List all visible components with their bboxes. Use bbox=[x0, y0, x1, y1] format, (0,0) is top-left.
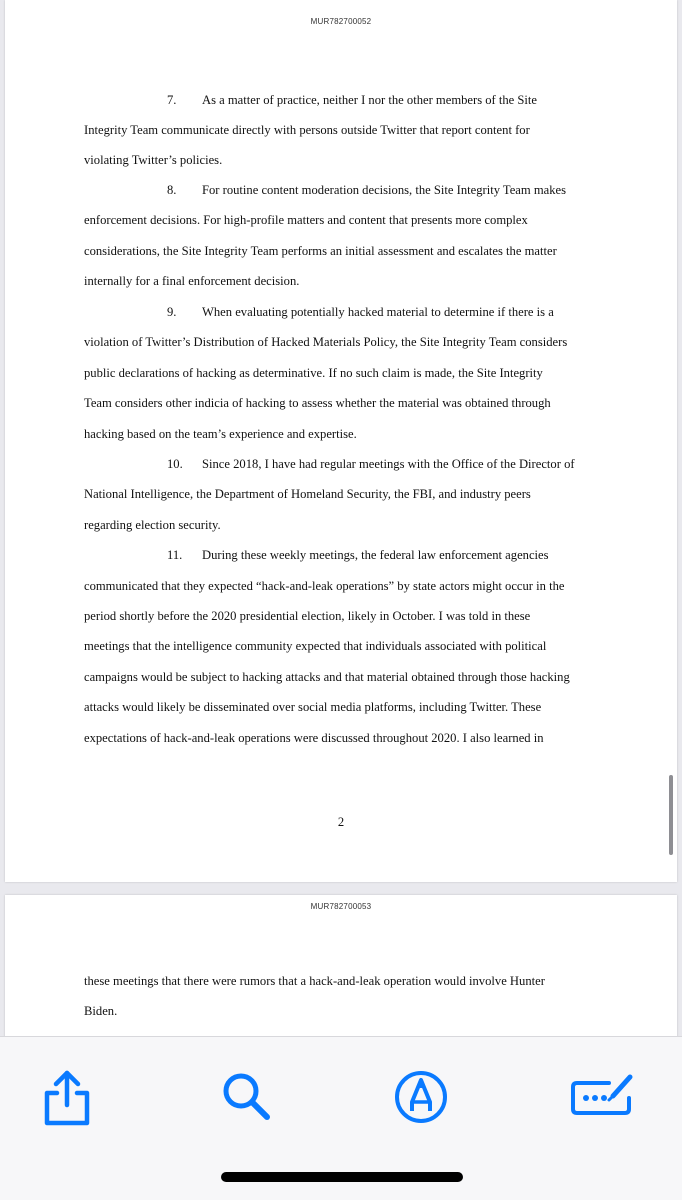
paragraph-line: campaigns would be subject to hacking attacks and that material obtained through those hacking bbox=[84, 670, 570, 684]
paragraph-line: violating Twitter’s policies. bbox=[84, 153, 223, 167]
paragraph-line: Team considers other indicia of hacking to assess whether the material was obtained through bbox=[84, 396, 551, 410]
search-button[interactable] bbox=[215, 1065, 279, 1129]
paragraph-line: attacks would likely be disseminated over social media platforms, including Twitter. These bbox=[84, 700, 542, 714]
bates-number: MUR782700052 bbox=[310, 17, 372, 26]
paragraph-line: Integrity Team communicate directly with persons outside Twitter that report content for bbox=[84, 123, 530, 137]
paragraph-line: enforcement decisions. For high-profile matters and content that presents more complex bbox=[84, 213, 528, 227]
paragraph-line: public declarations of hacking as determinative. If no such claim is made, the Site Integrity bbox=[84, 366, 543, 380]
paragraph-line: National Intelligence, the Department of Homeland Security, the FBI, and industry peers bbox=[84, 487, 531, 501]
paragraph-line: violation of Twitter’s Distribution of Hacked Materials Policy, the Site Integrity Team considers bbox=[84, 335, 568, 349]
paragraph-line: Biden. bbox=[84, 1004, 118, 1018]
paragraph-line: hacking based on the team’s experience and expertise. bbox=[84, 427, 357, 441]
fill-and-sign-button[interactable] bbox=[569, 1065, 633, 1129]
document-page bbox=[5, 0, 677, 882]
paragraph-line: these meetings that there were rumors that a hack-and-leak operation would involve Hunter bbox=[84, 974, 545, 988]
paragraph-line: 7. As a matter of practice, neither I nor the other members of the Site bbox=[167, 93, 538, 107]
paragraph-line: regarding election security. bbox=[84, 518, 221, 532]
paragraph-line: expectations of hack-and-leak operations were discussed throughout 2020. I also learned in bbox=[84, 731, 544, 745]
markup-button[interactable] bbox=[389, 1065, 453, 1129]
share-button[interactable] bbox=[35, 1065, 99, 1129]
paragraph-line: 8. For routine content moderation decisions, the Site Integrity Team makes bbox=[167, 183, 567, 197]
paragraph-number: 7. bbox=[167, 93, 177, 107]
paragraph-number: 8. bbox=[167, 183, 177, 197]
share-icon bbox=[35, 1065, 99, 1129]
paragraph-number: 11. bbox=[167, 548, 183, 562]
paragraph-line: meetings that the intelligence community expected that individuals associated with political bbox=[84, 639, 547, 653]
search-icon bbox=[215, 1065, 279, 1129]
paragraph-line: 10. Since 2018, I have had regular meetings with the Office of the Director of bbox=[167, 457, 575, 471]
paragraph-line: period shortly before the 2020 presidential election, likely in October. I was told in these bbox=[84, 609, 531, 623]
page-number: 2 bbox=[337, 815, 345, 829]
bottom-toolbar bbox=[0, 1036, 682, 1200]
paragraph-line: considerations, the Site Integrity Team performs an initial assessment and escalates the matter bbox=[84, 244, 557, 258]
bates-number: MUR782700053 bbox=[310, 902, 372, 911]
paragraph-number: 10. bbox=[167, 457, 183, 471]
markup-icon bbox=[389, 1065, 453, 1129]
fill-and-sign-icon bbox=[569, 1065, 633, 1129]
paragraph-number: 9. bbox=[167, 305, 177, 319]
paragraph-line: internally for a final enforcement decision. bbox=[84, 274, 300, 288]
scrollbar[interactable] bbox=[669, 775, 673, 855]
document-page bbox=[5, 895, 677, 1036]
home-indicator[interactable] bbox=[221, 1172, 463, 1182]
paragraph-line: communicated that they expected “hack-and-leak operations” by state actors might occur in the bbox=[84, 579, 565, 593]
paragraph-line: 9. When evaluating potentially hacked material to determine if there is a bbox=[167, 305, 554, 319]
paragraph-line: 11. During these weekly meetings, the federal law enforcement agencies bbox=[167, 548, 549, 562]
